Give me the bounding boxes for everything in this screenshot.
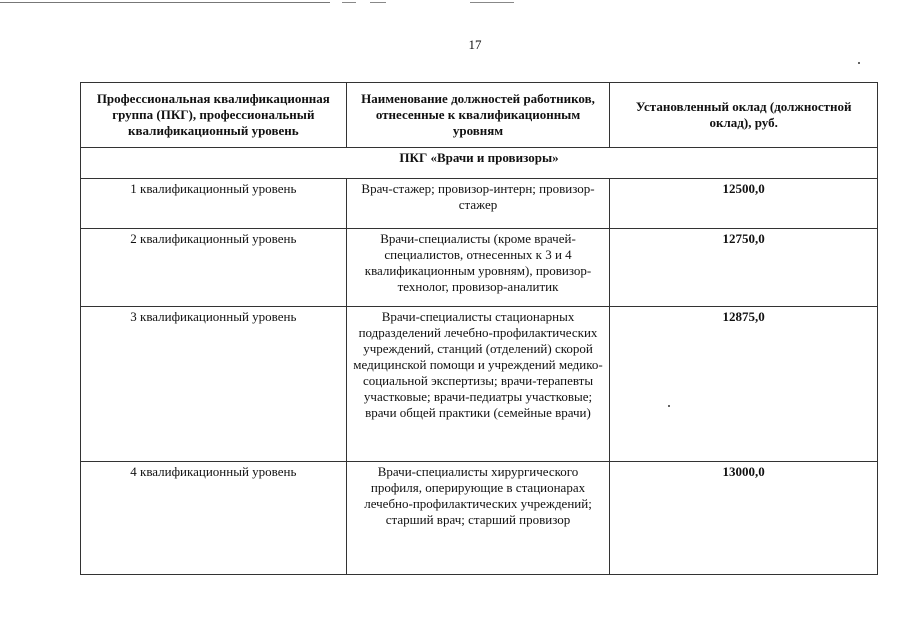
salary-cell: 12750,0 [610,229,878,307]
table-row [81,229,878,307]
scan-speck [858,62,860,64]
table-row [81,307,878,462]
table-row [81,462,878,575]
level-cell: 4 квалификационный уровень [81,462,347,575]
header-group: Профессиональная квалификационная группа (ПКГ), профессиональный квалификационный уровень [81,83,347,148]
positions-cell: Врачи-специалисты хирургического профиля, оперирующие в стационарах лечебно-профилактических учреждений; старший врач; старший провизор [346,462,610,575]
header-positions: Наименование должностей работников, отнесенные к квалификационным уровням [346,83,610,148]
table-header-row [81,83,878,148]
positions-cell: Врачи-специалисты стационарных подразделений лечебно-профилактических учреждений, станций (отделений) скорой медицинской помощи и учреждений медико-социальной экспертизы; врачи-терапевты участковые; врачи-педиатры участковые; врачи общей практики (семейные врачи) [346,307,610,462]
salary-cell: 12500,0 [610,179,878,229]
level-cell: 2 квалификационный уровень [81,229,347,307]
scan-edge-line [0,2,330,3]
group-title-row [81,148,878,179]
group-title: ПКГ «Врачи и провизоры» [81,148,878,179]
positions-cell: Врач-стажер; провизор-интерн; провизор-стажер [346,179,610,229]
scan-edge-mark [342,2,356,3]
positions-cell: Врачи-специалисты (кроме врачей-специалистов, отнесенных к 3 и 4 квалификационным уровням), провизор-технолог, провизор-аналитик [346,229,610,307]
header-salary: Установленный оклад (должностной оклад), руб. [610,83,878,148]
salary-cell: 13000,0 [610,462,878,575]
salary-table [80,82,878,575]
table-row [81,179,878,229]
scan-edge-mark [370,2,386,3]
scan-edge-mark [470,2,514,3]
level-cell: 3 квалификационный уровень [81,307,347,462]
salary-cell: 12875,0 [610,307,878,462]
level-cell: 1 квалификационный уровень [81,179,347,229]
page-number: 17 [468,37,482,52]
